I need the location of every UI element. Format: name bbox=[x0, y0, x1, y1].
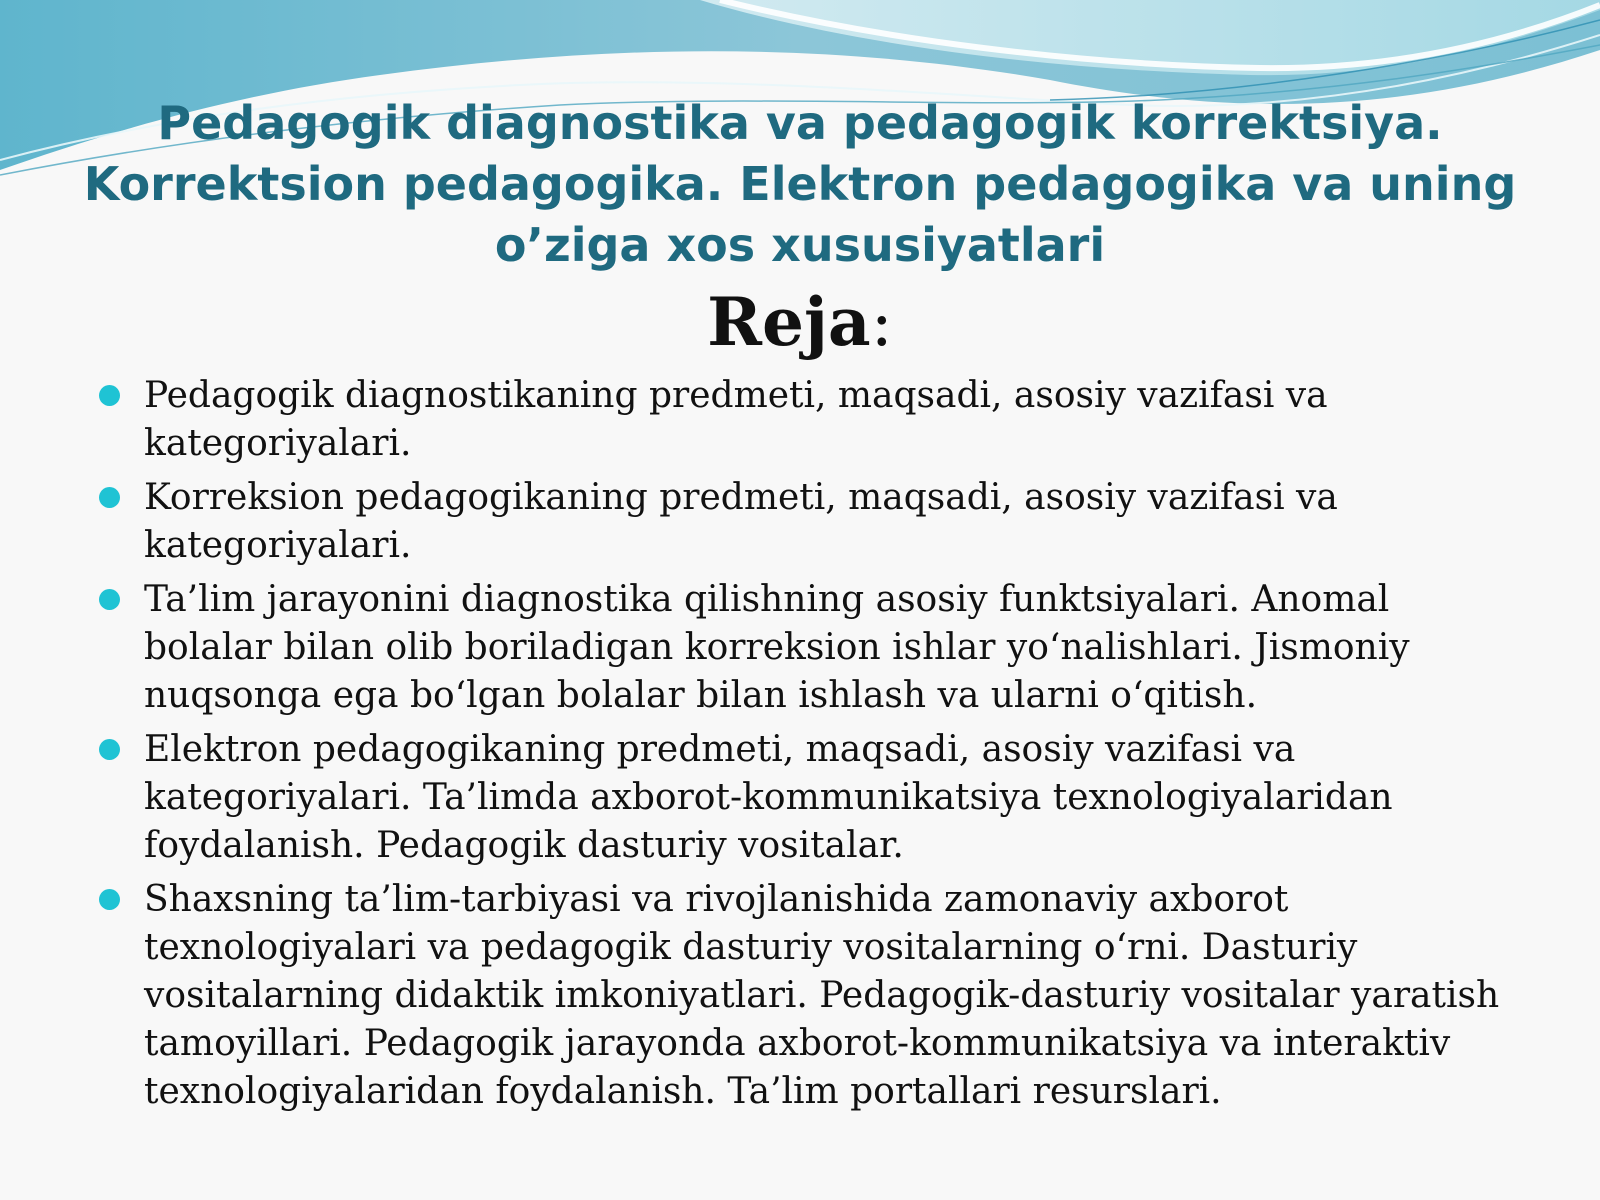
plan-item-text: Shaxsning ta’lim-tarbiyasi va rivojlanishida zamonaviy axborot texnologiyalari va pedagogik dasturiy vositalarning o‘rni. Dasturiy vositalarning didaktik imkoniyatlari. Pedagogik-dasturiy vositalar yaratish tamoyillari. Pedagogik jarayonda axborot-kommunikatsiya va interaktiv texnologiyalaridan foydalanish. Ta’lim portallari resurslari. bbox=[144, 879, 1500, 1112]
plan-heading bbox=[0, 282, 1600, 363]
plan-item bbox=[96, 576, 1516, 720]
bullet-dot-icon bbox=[99, 889, 120, 910]
bullet-dot-icon bbox=[99, 739, 120, 760]
bullet-dot-icon bbox=[99, 589, 120, 610]
plan-item-text: Ta’lim jarayonini diagnostika qilishning asosiy funktsiyalari. Anomal bolalar bilan olib boriladigan korreksion ishlar yo‘nalishlari. Jismoniy nuqsonga ega bo‘lgan bolalar bilan ishlash va ularni o‘qitish. bbox=[144, 579, 1410, 716]
plan-item bbox=[96, 474, 1516, 570]
title-line-2: Korrektsion pedagogika. Elektron pedagogika va uning bbox=[83, 157, 1517, 211]
plan-item-text: Korreksion pedagogikaning predmeti, maqsadi, asosiy vazifasi va kategoriyalari. bbox=[144, 477, 1338, 566]
slide-title bbox=[80, 93, 1520, 276]
plan-item-text: Elektron pedagogikaning predmeti, maqsadi, asosiy vazifasi va kategoriyalari. Ta’limda axborot-kommunikatsiya texnologiyalaridan foydalanish. Pedagogik dasturiy vositalar. bbox=[144, 729, 1393, 866]
plan-item bbox=[96, 726, 1516, 870]
bullet-dot-icon bbox=[99, 385, 120, 406]
plan-heading-colon: : bbox=[870, 284, 893, 361]
title-line-3: o’ziga xos xususiyatlari bbox=[494, 218, 1106, 272]
plan-heading-text: Reja bbox=[707, 283, 871, 361]
plan-item bbox=[96, 876, 1516, 1116]
plan-list bbox=[96, 372, 1516, 1122]
plan-item bbox=[96, 372, 1516, 468]
title-line-1: Pedagogik diagnostika va pedagogik korrektsiya. bbox=[157, 96, 1443, 150]
bullet-dot-icon bbox=[99, 487, 120, 508]
plan-item-text: Pedagogik diagnostikaning predmeti, maqsadi, asosiy vazifasi va kategoriyalari. bbox=[144, 375, 1328, 464]
